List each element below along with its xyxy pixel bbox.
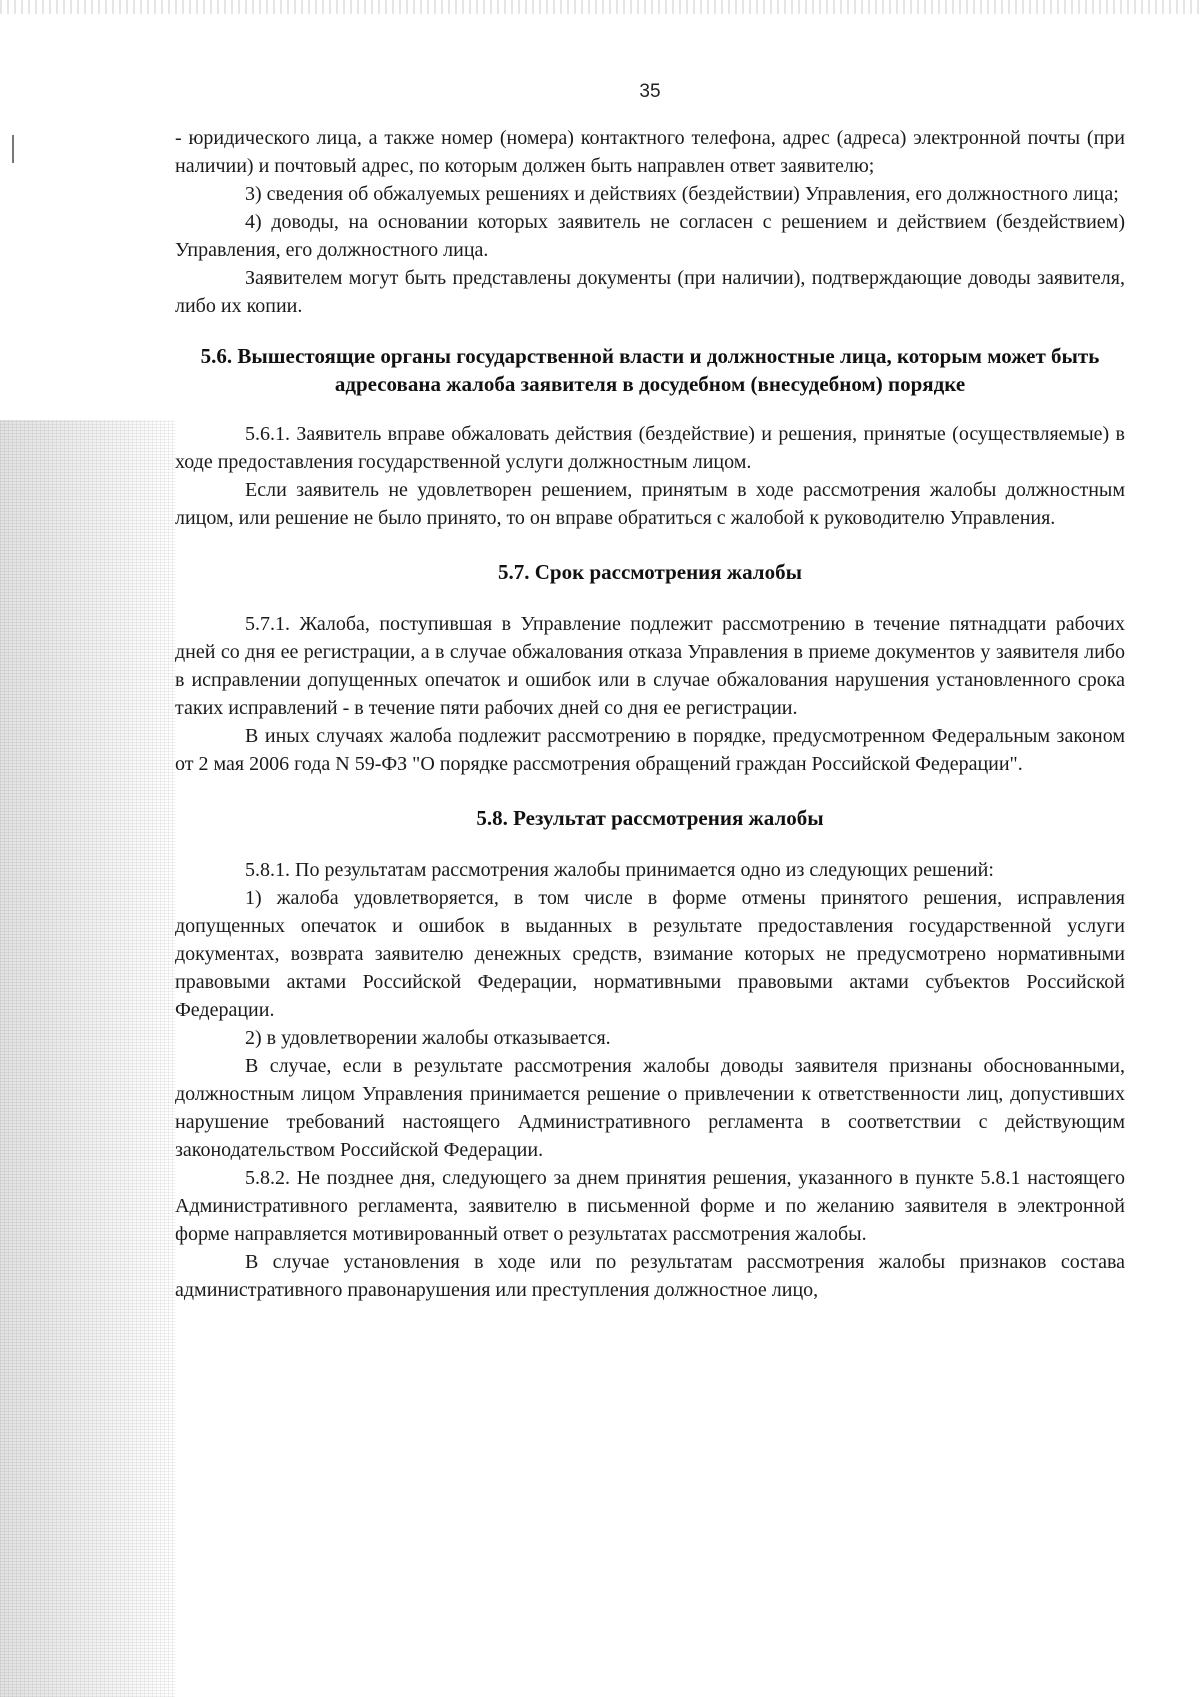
- paragraph: 4) доводы, на основании которых заявитель не согласен с решением и действием (бездействием) Управления, его должностного лица.: [175, 211, 1125, 261]
- paragraph: 1) жалоба удовлетворяется, в том числе в форме отмены принятого решения, исправления допущенных опечаток и ошибок в выданных в результате предоставления государственной услуги документах, возврата заявителю денежных средств, взимание которых не предусмотрено нормативными правовыми актами Российской Федерации, нормативными правовыми актами субъектов Российской Федерации.: [175, 887, 1125, 1021]
- section-heading-5-7: 5.7. Срок рассмотрения жалобы: [498, 560, 802, 584]
- paragraph: 5.7.1. Жалоба, поступившая в Управление подлежит рассмотрению в течение пятнадцати рабочих дней со дня ее регистрации, а в случае обжалования отказа Управления в приеме документов у заявителя либо в исправлении допущенных опечаток и ошибок или в случае обжалования нарушения установленного срока таких исправлений - в течение пяти рабочих дней со дня ее регистрации.: [175, 613, 1125, 719]
- margin-mark: [12, 135, 14, 163]
- paragraph: В случае установления в ходе или по результатам рассмотрения жалобы признаков состава административного правонарушения или преступления должностное лицо,: [175, 1251, 1125, 1301]
- section-heading-5-8: 5.8. Результат рассмотрения жалобы: [476, 806, 824, 830]
- paragraph: 5.8.2. Не позднее дня, следующего за днем принятия решения, указанного в пункте 5.8.1 настоящего Административного регламента, заявителю в письменной форме и по желанию заявителя в электронной форме направляется мотивированный ответ о результатах рассмотрения жалобы.: [175, 1167, 1125, 1245]
- paragraph: 5.8.1. По результатам рассмотрения жалобы принимается одно из следующих решений:: [245, 859, 994, 881]
- paragraph: 5.6.1. Заявитель вправе обжаловать действия (бездействие) и решения, принятые (осуществляемые) в ходе предоставления государственной услуги должностным лицом.: [175, 423, 1125, 473]
- paragraph: В случае, если в результате рассмотрения жалобы доводы заявителя признаны обоснованными, должностным лицом Управления принимается решение о привлечении к ответственности лиц, допустивших нарушение требований настоящего Административного регламента в соответствии с действующим законодательством Российской Федерации.: [175, 1055, 1125, 1161]
- section-heading-5-6: 5.6. Вышестоящие органы государственной власти и должностные лица, которым может быть адресована жалоба заявителя в досудебном (внесудебном) порядке: [200, 344, 1100, 396]
- paragraph: Заявителем могут быть представлены документы (при наличии), подтверждающие доводы заявителя, либо их копии.: [175, 267, 1125, 317]
- paragraph: - юридического лица, а также номер (номера) контактного телефона, адрес (адреса) электронной почты (при наличии) и почтовый адрес, по которым должен быть направлен ответ заявителю;: [175, 127, 1125, 177]
- scan-noise-top: [0, 0, 1200, 14]
- page-number: 35: [639, 81, 661, 102]
- paragraph: Если заявитель не удовлетворен решением, принятым в ходе рассмотрения жалобы должностным лицом, или решение не было принято, то он вправе обратиться с жалобой к руководителю Управления.: [175, 479, 1125, 529]
- scan-noise-left: [0, 420, 175, 1697]
- document-body: [175, 70, 1125, 1304]
- paragraph: 3) сведения об обжалуемых решениях и действиях (бездействии) Управления, его должностного лица;: [245, 183, 1119, 205]
- paragraph: 2) в удовлетворении жалобы отказывается.: [245, 1027, 611, 1049]
- paragraph: В иных случаях жалоба подлежит рассмотрению в порядке, предусмотренном Федеральным законом от 2 мая 2006 года N 59-ФЗ "О порядке рассмотрения обращений граждан Российской Федерации".: [175, 725, 1125, 775]
